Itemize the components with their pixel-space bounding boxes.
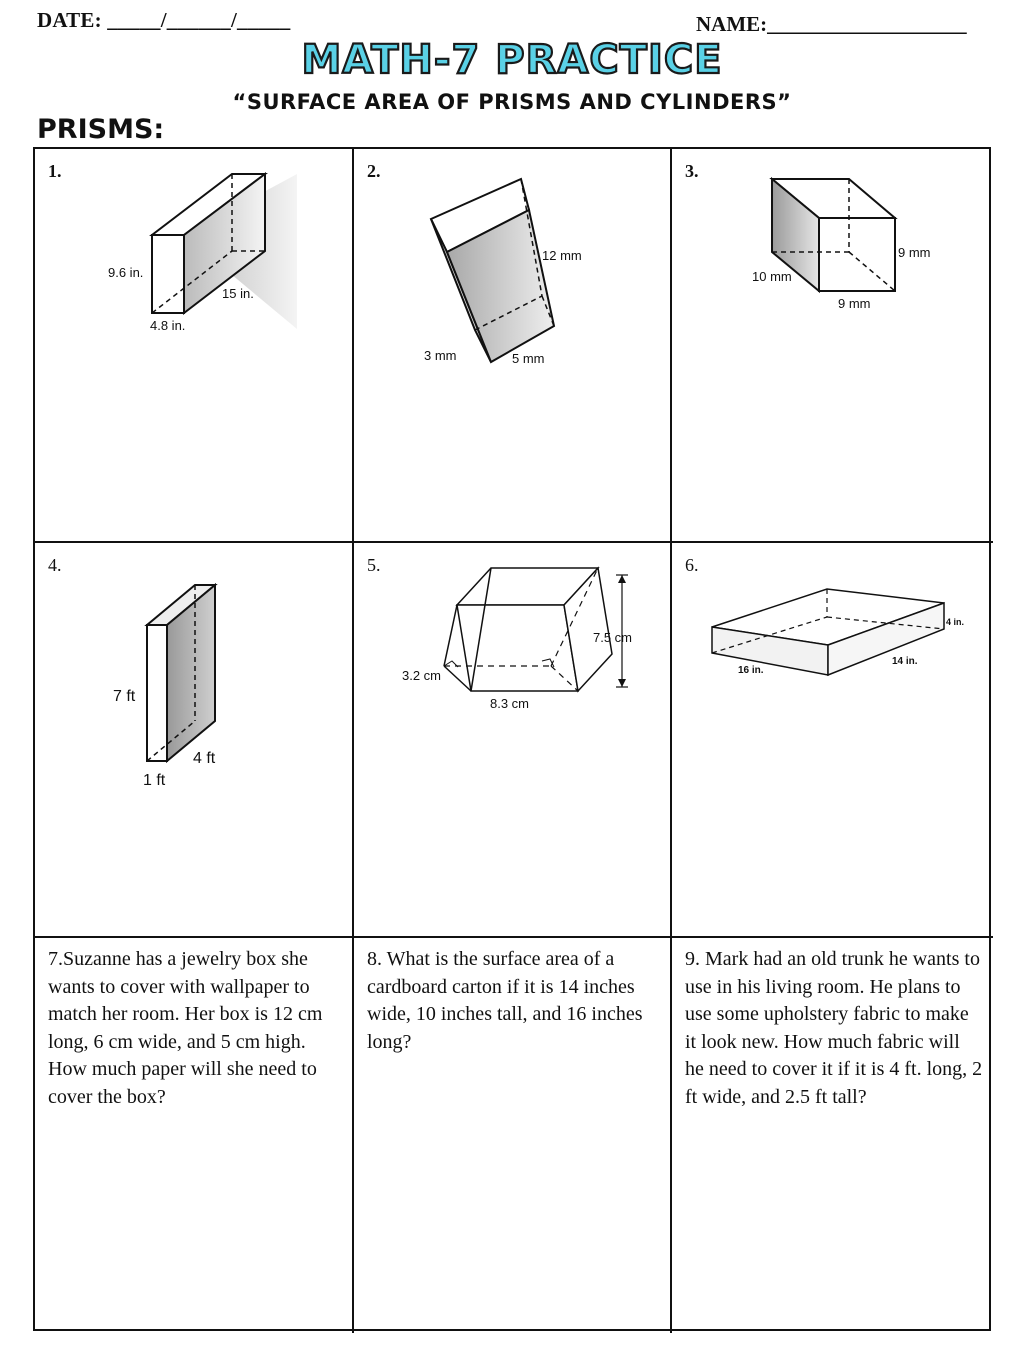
date-field: DATE: _____/______/_____: [37, 8, 291, 32]
dimension-label: 7.5 cm: [593, 630, 633, 645]
dimension-label: 3 mm: [424, 348, 457, 363]
problem-number: 5.: [367, 555, 381, 575]
word-problem-text: 9. Mark had an old trunk he wants to use in his living room. He plans to use some upholstery fabric to make it look new. How much fabric will he need to cover it if it is 4 ft. long, 2 ft wide, and 2.5 ft tall?: [685, 948, 983, 1108]
problem-cell-9: [672, 938, 993, 1333]
problem-cell-5: [354, 543, 672, 938]
word-problem-text: 8. What is the surface area of a cardboard carton if it is 14 inches wide, 10 inches tall, and 16 inches long?: [367, 948, 643, 1053]
problem-cell-1: [35, 149, 354, 543]
dimension-label: 10 mm: [752, 269, 792, 284]
problem-number: 4.: [48, 555, 62, 575]
problem-cell-7: [35, 938, 354, 1333]
dimension-label: 8.3 cm: [490, 696, 530, 711]
dimension-label: 4 in.: [946, 617, 965, 627]
word-problem-text: 7.Suzanne has a jewelry box she wants to cover with wallpaper to match her room. Her box is 12 cm long, 6 cm wide, and 5 cm high. How much paper will she need to cover the box?: [48, 948, 323, 1108]
prism-figure-5: [402, 563, 662, 723]
page-subtitle: “SURFACE AREA OF PRISMS AND CYLINDERS”: [232, 90, 792, 114]
section-heading: PRISMS:: [37, 114, 165, 145]
prism-figure-3: [752, 174, 962, 324]
problem-grid: [33, 147, 991, 1331]
dimension-label: 14 in.: [892, 656, 918, 667]
problem-cell-6: [672, 543, 993, 938]
prism-figure-2: [409, 174, 629, 374]
problem-cell-8: [354, 938, 672, 1333]
dimension-label: 1 ft: [143, 772, 166, 789]
prism-figure-6: [708, 583, 988, 683]
problem-number: 6.: [685, 555, 699, 575]
problem-number: 1.: [48, 161, 62, 181]
dimension-label: 16 in.: [738, 665, 764, 676]
problem-cell-3: [672, 149, 993, 543]
problem-cell-4: [35, 543, 354, 938]
dimension-label: 9.6 in.: [108, 265, 144, 280]
dimension-label: 15 in.: [222, 286, 254, 301]
dimension-label: 7 ft: [113, 688, 136, 705]
prism-figure-1: [100, 167, 330, 347]
dimension-label: 9 mm: [838, 296, 871, 311]
page-title: MATH-7 PRACTICE: [301, 37, 723, 83]
dimension-label: 4.8 in.: [150, 318, 186, 333]
problem-number: 3.: [685, 161, 699, 181]
prism-figure-4: [105, 573, 255, 793]
dimension-label: 9 mm: [898, 245, 931, 260]
dimension-label: 4 ft: [193, 750, 216, 767]
name-field: NAME:___________________: [696, 12, 967, 36]
dimension-label: 5 mm: [512, 351, 545, 366]
problem-number: 2.: [367, 161, 381, 181]
dimension-label: 12 mm: [542, 248, 582, 263]
dimension-label: 3.2 cm: [402, 668, 442, 683]
problem-cell-2: [354, 149, 672, 543]
